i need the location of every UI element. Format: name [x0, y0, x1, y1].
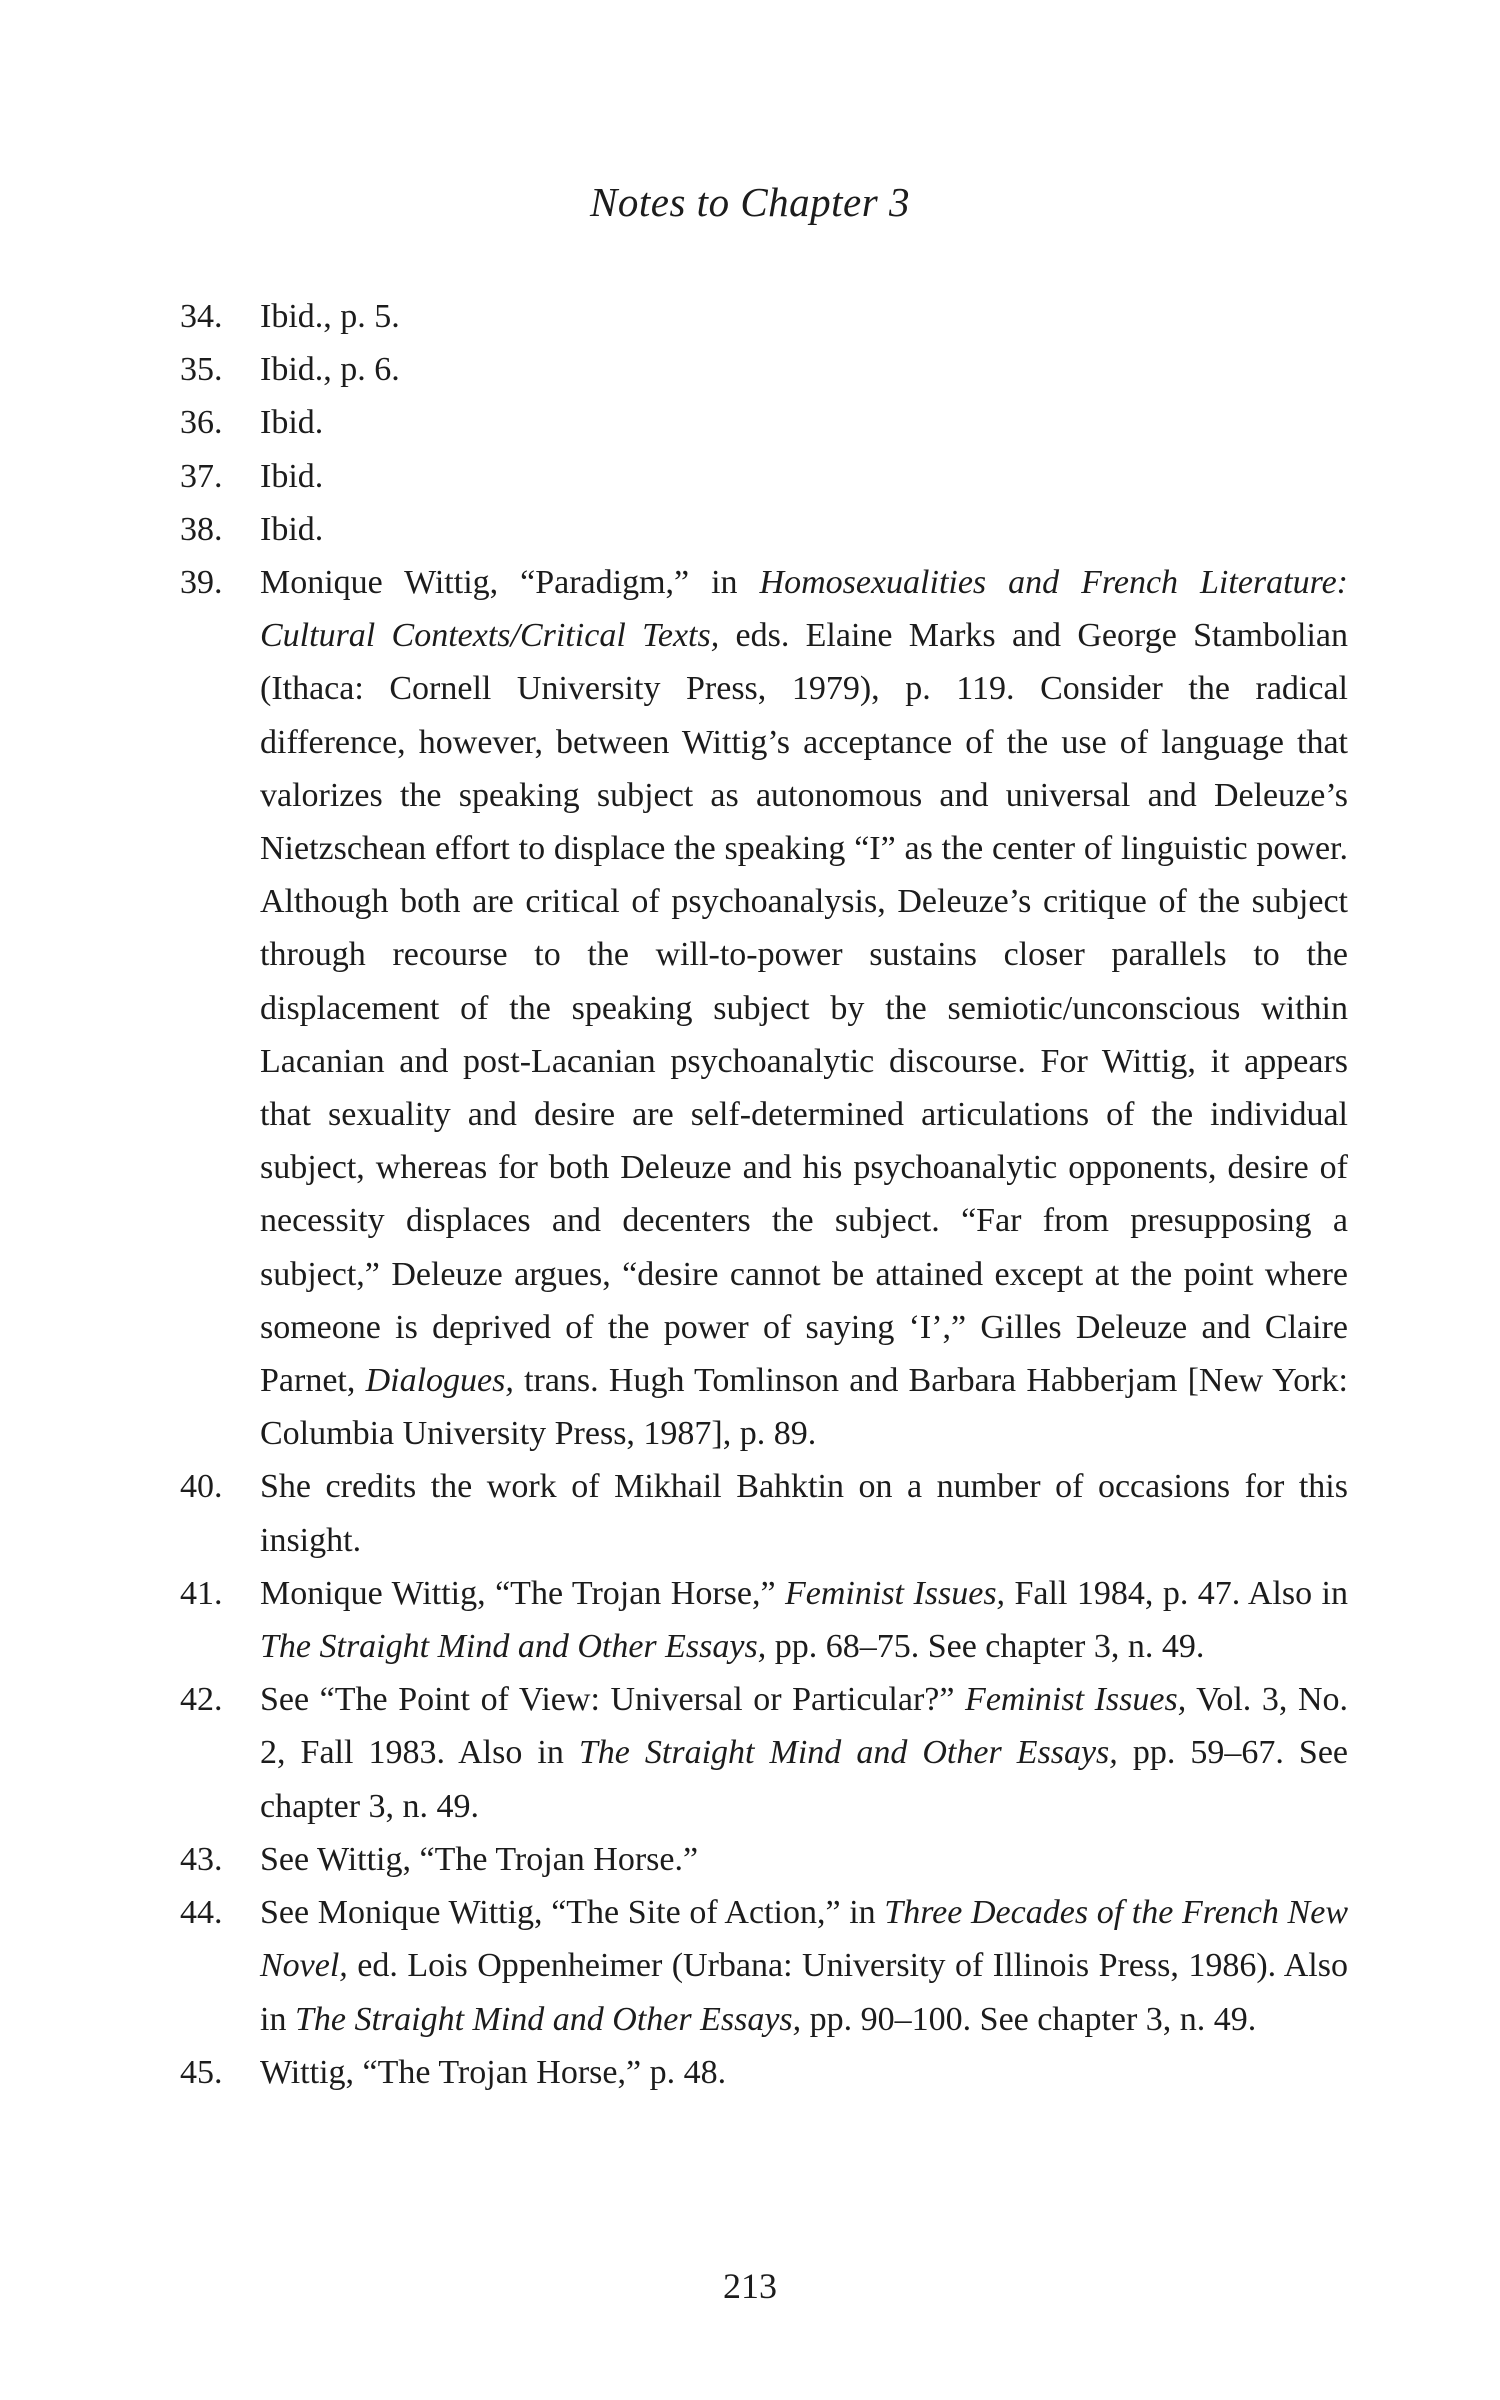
note-37	[180, 450, 1348, 503]
note-text: Monique Wittig, “Paradigm,” in Homosexualities and French Literature: Cultural Contexts/Critical Texts, eds. Elaine Marks and George Stambolian (Ithaca: Cornell University Press, 1979), p. 119. Consider the radical difference, however, between Wittig’s acceptance of the use of language that valorizes the speaking subject as autonomous and universal and Deleuze’s Nietzschean effort to displace the speaking “I” as the center of linguistic power. Although both are critical of psychoanalysis, Deleuze’s critique of the subject through recourse to the will-to-power sustains closer parallels to the displacement of the speaking subject by the semiotic/unconscious within Lacanian and post-Lacanian psychoanalytic discourse. For Wittig, it appears that sexuality and desire are self-determined articulations of the individual subject, whereas for both Deleuze and his psychoanalytic opponents, desire of necessity displaces and decenters the subject. “Far from presupposing a subject,” Deleuze argues, “desire cannot be attained except at the point where someone is deprived of the power of saying ‘I’,” Gilles Deleuze and Claire Parnet, Dialogues, trans. Hugh Tomlinson and Barbara Habberjam [New York: Columbia University Press, 1987], p. 89.	[260, 564, 1348, 1453]
book-title: Homosexualities and French Literature: Cultural Contexts/Critical Texts,	[260, 564, 1348, 655]
note-number: 38.	[180, 510, 223, 548]
note-text: See Wittig, “The Trojan Horse.”	[260, 1840, 699, 1878]
note-number: 37.	[180, 457, 223, 495]
note-number: 42.	[180, 1681, 223, 1719]
note-number: 41.	[180, 1574, 223, 1612]
page-number: 213	[723, 2266, 777, 2306]
book-title: The Straight Mind and Other Essays,	[294, 2000, 802, 2038]
book-title: Three Decades of the French New Novel,	[260, 1894, 1348, 1985]
journal-title: Feminist Issues,	[965, 1681, 1187, 1719]
note-text: Monique Wittig, “The Trojan Horse,” Feminist Issues, Fall 1984, p. 47. Also in The Straight Mind and Other Essays, pp. 68–75. See chapter 3, n. 49.	[260, 1574, 1348, 1666]
running-head: Notes to Chapter 3	[590, 179, 910, 225]
note-45	[180, 2046, 1348, 2099]
note-text: See “The Point of View: Universal or Particular?” Feminist Issues, Vol. 3, No. 2, Fall 1983. Also in The Straight Mind and Other Essays, pp. 59–67. See chapter 3, n. 49.	[260, 1681, 1348, 1825]
note-text: Ibid.	[260, 457, 324, 495]
note-number: 40.	[180, 1468, 223, 1506]
book-title: The Straight Mind and Other Essays,	[260, 1628, 767, 1666]
note-34	[180, 290, 1348, 343]
note-40	[180, 1460, 1348, 1566]
note-42	[180, 1673, 1348, 1833]
note-39	[180, 556, 1348, 1460]
note-text: Ibid., p. 5.	[260, 298, 400, 335]
note-35	[180, 343, 1348, 396]
note-number: 36.	[180, 404, 223, 442]
note-44	[180, 1886, 1348, 2046]
note-36	[180, 396, 1348, 449]
note-38	[180, 503, 1348, 556]
note-number: 35.	[180, 351, 223, 389]
journal-title: Feminist Issues,	[785, 1574, 1006, 1612]
note-number: 39.	[180, 564, 223, 602]
book-title: Dialogues,	[365, 1362, 514, 1400]
note-text: Wittig, “The Trojan Horse,” p. 48.	[260, 2053, 727, 2091]
note-text: See Monique Wittig, “The Site of Action,” in Three Decades of the French New Novel, ed. Lois Oppenheimer (Urbana: University of Illinois Press, 1986). Also in The Straight Mind and Other Essays, pp. 90–100. See chapter 3, n. 49.	[260, 1894, 1348, 2038]
note-text: Ibid., p. 6.	[260, 351, 400, 389]
note-number: 34.	[180, 298, 223, 335]
note-number: 44.	[180, 1894, 223, 1932]
note-text: Ibid.	[260, 510, 324, 548]
book-title: The Straight Mind and Other Essays,	[578, 1734, 1118, 1772]
note-41	[180, 1567, 1348, 1673]
note-text: She credits the work of Mikhail Bahktin on a number of occasions for this insight.	[260, 1468, 1348, 1559]
endnotes-list	[180, 290, 1348, 2099]
note-number: 43.	[180, 1840, 223, 1878]
note-number: 45.	[180, 2053, 223, 2091]
note-43	[180, 1833, 1348, 1886]
note-text: Ibid.	[260, 404, 324, 442]
